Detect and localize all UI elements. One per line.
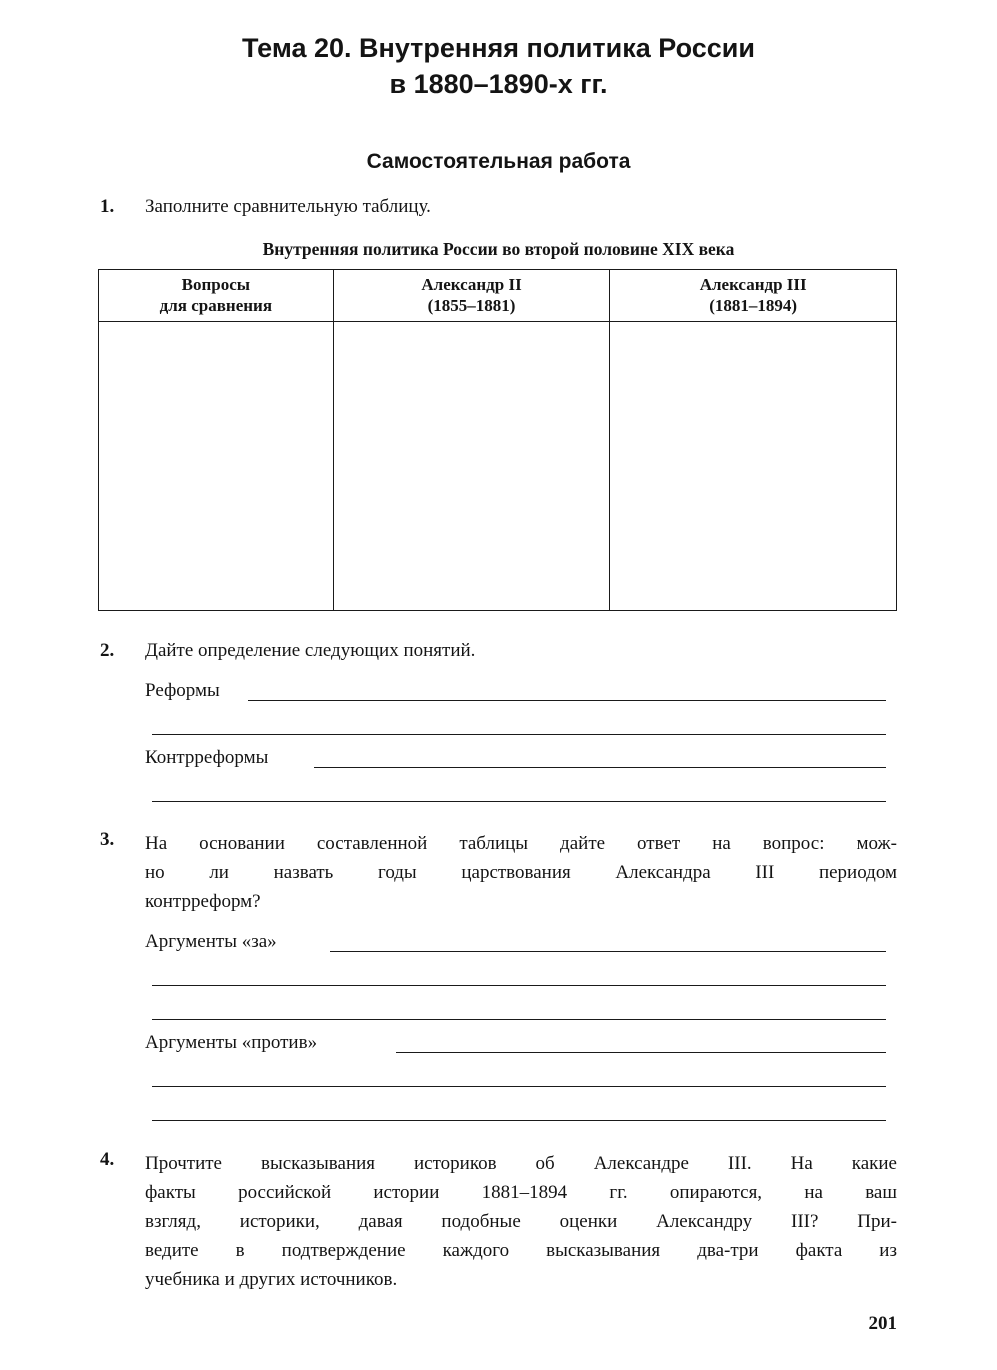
table-header-row — [99, 270, 897, 322]
table-row — [99, 322, 897, 611]
task-1-number: 1. — [100, 196, 115, 217]
answer-line-args-for-2[interactable] — [152, 985, 886, 986]
task-3-number: 3. — [100, 829, 115, 850]
page-title — [0, 30, 997, 102]
column-header-alexander-ii: Александр II (1855–1881) — [333, 270, 610, 322]
answer-line-reforms[interactable] — [248, 700, 886, 701]
answer-line-args-against-3[interactable] — [152, 1120, 886, 1121]
answer-line-args-against[interactable] — [396, 1052, 886, 1053]
term-counterreforms-label: Контрреформы — [145, 747, 269, 768]
task-4-text: Прочтите высказывания историков об Александре III. На какие факты российской истории 1881–1894 гг. опираются, на ваш взгляд, историки, давая подобные оценки Александру III? При- ведите в подтверждение каждого высказывания два-три факта из учебника и других источников. — [145, 1153, 897, 1290]
task-1-text: Заполните сравнительную таблицу. — [145, 196, 431, 217]
task-3-text: На основании составленной таблицы дайте ответ на вопрос: мож- но ли назвать годы царствования Александра III периодом контрреформ? — [145, 833, 897, 912]
answer-line-counterreforms-2[interactable] — [152, 801, 886, 802]
task-4-number: 4. — [100, 1149, 115, 1170]
title-line-1: Тема 20. Внутренняя политика России — [242, 33, 755, 63]
table-cell-alexander-ii[interactable] — [333, 322, 610, 611]
table-cell-questions[interactable] — [99, 322, 334, 611]
section-subtitle: Самостоятельная работа — [366, 150, 631, 173]
answer-line-args-for[interactable] — [330, 951, 886, 952]
term-reforms-label: Реформы — [145, 680, 220, 701]
title-line-2: в 1880–1890-х гг. — [389, 69, 608, 99]
answer-line-args-for-3[interactable] — [152, 1019, 886, 1020]
task-2-number: 2. — [100, 640, 115, 661]
page-number: 201 — [868, 1313, 897, 1334]
task-2-text: Дайте определение следующих понятий. — [145, 640, 476, 661]
arguments-against-label: Аргументы «против» — [145, 1032, 318, 1053]
arguments-for-label: Аргументы «за» — [145, 931, 277, 952]
column-header-questions: Вопросы для сравнения — [99, 270, 334, 322]
table-cell-alexander-iii[interactable] — [610, 322, 897, 611]
answer-line-counterreforms[interactable] — [314, 767, 886, 768]
column-header-alexander-iii: Александр III (1881–1894) — [610, 270, 897, 322]
table-caption: Внутренняя политика России во второй половине XIX века — [262, 239, 735, 259]
comparison-table — [98, 269, 897, 611]
answer-line-reforms-2[interactable] — [152, 734, 886, 735]
answer-line-args-against-2[interactable] — [152, 1086, 886, 1087]
